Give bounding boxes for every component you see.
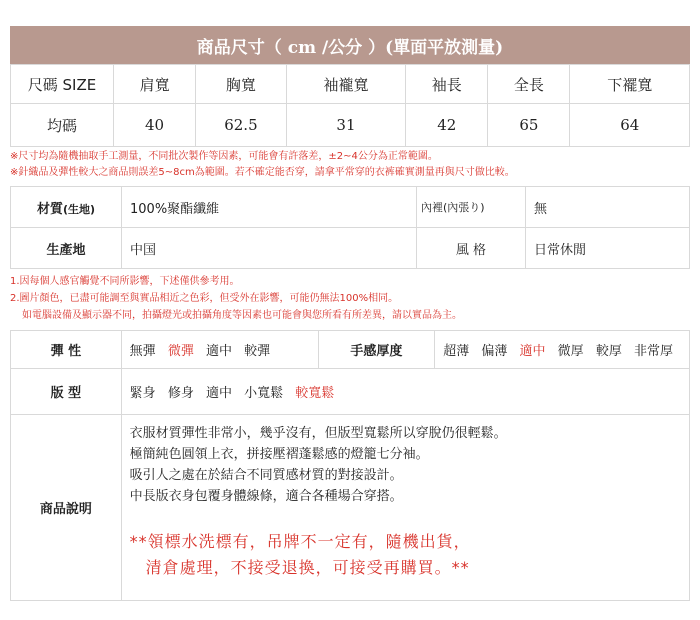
description-line: 極簡純色圓領上衣，拼接壓褶蓬鬆感的燈籠七分袖。	[129, 447, 429, 462]
thickness-option: 微厚	[557, 344, 584, 359]
origin-label: 生產地	[11, 228, 122, 269]
description-line: 衣服材質彈性非常小，幾乎沒有，但版型寬鬆所以穿脫仍很輕鬆。	[129, 426, 507, 441]
size-col-header: 胸寬	[196, 65, 287, 104]
fit-options	[121, 369, 689, 415]
thickness-options	[435, 331, 690, 369]
elasticity-option: 無彈	[129, 344, 156, 359]
elasticity-row	[11, 331, 690, 369]
elasticity-options	[121, 331, 318, 369]
elasticity-label: 彈 性	[11, 331, 122, 369]
material-value: 100%聚酯纖維	[122, 187, 417, 228]
size-col-header: 下襬寬	[570, 65, 690, 104]
thickness-option: 超薄	[443, 344, 470, 359]
size-value-length: 65	[488, 104, 570, 147]
size-header	[10, 26, 690, 64]
size-value-hem: 64	[570, 104, 690, 147]
size-note: ※針織品及彈性較大之商品則誤差5~8cm為範圍。若不確定能否穿，請拿平常穿的衣裤確實測量再與尺寸做比較。	[10, 167, 515, 178]
fit-option: 緊身	[129, 386, 156, 401]
material-row	[11, 187, 690, 228]
fit-option: 小寬鬆	[244, 386, 284, 401]
size-col-header: 肩寬	[114, 65, 196, 104]
size-value-armhole: 31	[286, 104, 405, 147]
size-header-title: 商品尺寸（ cm /公分 ）(單面平放測量)	[196, 37, 504, 58]
description-line: 中長版衣身包覆身體線條，適合各種場合穿搭。	[129, 489, 403, 504]
lining-value: 無	[526, 187, 690, 228]
size-table	[10, 64, 690, 147]
attribute-table	[10, 330, 690, 601]
material-label-text: 材質	[36, 201, 63, 217]
description-spacer	[130, 507, 681, 529]
fit-option-selected: 較寬鬆	[295, 386, 335, 401]
thickness-option: 非常厚	[633, 344, 673, 359]
size-col-header: 尺碼 SIZE	[11, 65, 114, 104]
size-table-row	[11, 104, 690, 147]
size-value-sleeve: 42	[406, 104, 488, 147]
size-note: ※尺寸均為隨機抽取手工測量，不同批次製作等因素，可能會有許落差，±2~4公分為正常範圍。	[10, 151, 438, 162]
size-value-shoulder: 40	[114, 104, 196, 147]
origin-value: 中国	[122, 228, 417, 269]
material-label	[11, 187, 122, 228]
material-table	[10, 186, 690, 269]
description-warning: **領標水洗標有，吊牌不一定有，隨機出貨，	[129, 532, 471, 551]
color-note: 2.圖片顏色，已盡可能調至與實品相近之色彩，但受外在影響，可能仍無法100%相同。	[10, 293, 399, 304]
thickness-option: 較厚	[595, 344, 622, 359]
size-value-chest: 62.5	[196, 104, 287, 147]
color-note: 如電腦設備及顯示器不同，拍攝燈光或拍攝角度等因素也可能會與您所看有所差異，請以實品為主。	[22, 310, 462, 321]
thickness-option: 偏薄	[481, 344, 508, 359]
style-value: 日常休閒	[526, 228, 690, 269]
fit-label: 版 型	[11, 369, 122, 415]
color-note: 1.因每個人感官觸覺不同所影響，下述僅供參考用。	[10, 276, 240, 287]
size-row-label: 均碼	[11, 104, 114, 147]
description-body	[121, 415, 689, 601]
thickness-label: 手感厚度	[318, 331, 435, 369]
lining-label: 內裡(內張り)	[417, 187, 526, 228]
origin-row	[11, 228, 690, 269]
description-row	[11, 415, 690, 601]
fit-row	[11, 369, 690, 415]
size-col-header: 袖長	[406, 65, 488, 104]
description-warning: 清倉處理，不接受退換，可接受再購買。**	[145, 558, 470, 577]
size-col-header: 全長	[488, 65, 570, 104]
material-label-sub: (生地)	[62, 202, 96, 216]
elasticity-option: 較彈	[244, 344, 271, 359]
thickness-option-selected: 適中	[519, 344, 546, 359]
style-label: 風 格	[417, 228, 526, 269]
description-line: 吸引人之處在於結合不同質感材質的對接設計。	[129, 468, 403, 483]
fit-option: 修身	[167, 386, 194, 401]
description-label: 商品說明	[11, 415, 122, 601]
size-col-header: 袖襱寬	[286, 65, 405, 104]
size-table-header-row	[11, 65, 690, 104]
elasticity-option: 適中	[205, 344, 232, 359]
fit-option: 適中	[205, 386, 232, 401]
elasticity-option-selected: 微彈	[167, 344, 194, 359]
